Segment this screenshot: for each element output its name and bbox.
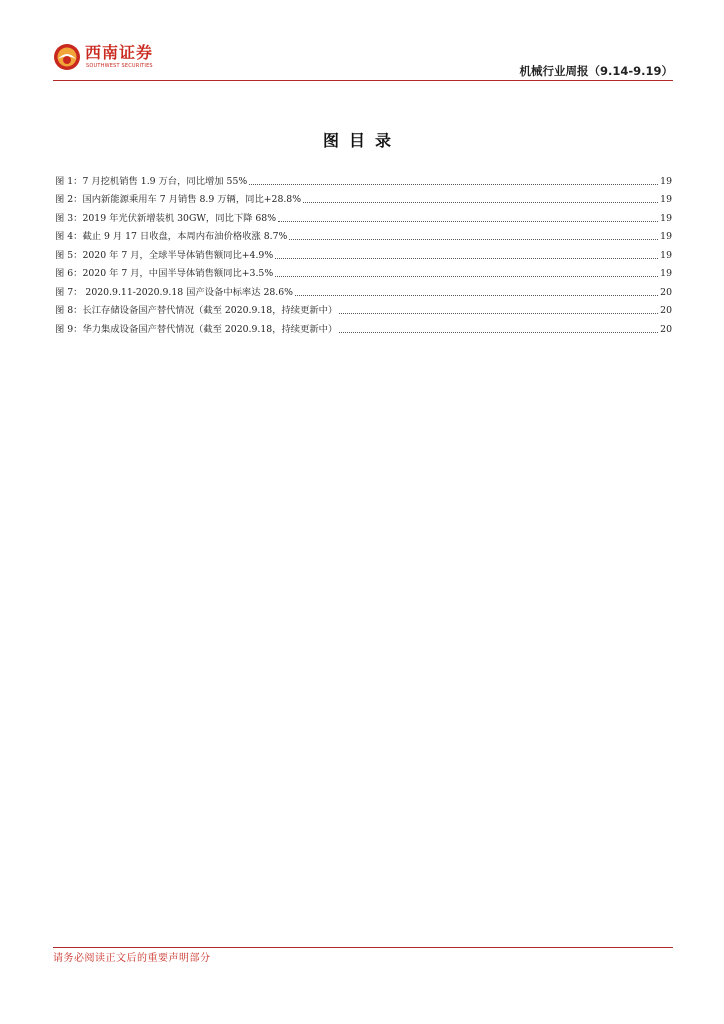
toc-entry-label: 图 4：截止 9 月 17 日收盘，本周内布油价格收涨 8.7%: [55, 231, 288, 242]
logo-english-name: SOUTHWEST SECURITIES: [86, 63, 153, 69]
report-title: 机械行业周报（9.14-9.19）: [519, 64, 673, 78]
logo-emblem-icon: [53, 43, 81, 71]
toc-entry-page: 19: [660, 249, 672, 261]
toc-entry[interactable]: [55, 316, 672, 335]
toc-entry-page: 19: [660, 175, 672, 187]
toc-leader-dots: [289, 239, 658, 240]
footer-disclaimer: 请务必阅读正文后的重要声明部分: [53, 953, 211, 964]
toc-entry[interactable]: [55, 205, 672, 224]
toc-leader-dots: [275, 258, 658, 259]
toc-entry[interactable]: [55, 168, 672, 187]
toc-entry-page: 20: [660, 286, 672, 298]
toc-entry-page: 19: [660, 231, 672, 242]
toc-entry[interactable]: [55, 261, 672, 280]
toc-entry-label: 图 8：长江存储设备国产替代情况（截至 2020.9.18，持续更新中）: [55, 305, 338, 316]
page-header: [53, 40, 673, 82]
toc-leader-dots: [295, 295, 658, 296]
toc-entry-label: 图 5：2020 年 7 月，全球半导体销售额同比+4.9%: [55, 249, 274, 261]
toc-entry[interactable]: [55, 224, 672, 243]
toc-leader-dots: [275, 276, 658, 277]
toc-entry[interactable]: [55, 242, 672, 261]
company-logo: [53, 40, 193, 76]
toc-entry-label: 图 9：华力集成设备国产替代情况（截至 2020.9.18，持续更新中）: [55, 323, 338, 335]
header-divider: [53, 80, 673, 81]
toc-heading: 图目录: [322, 131, 401, 150]
footer-divider: [53, 947, 673, 948]
toc-entry-page: 19: [660, 268, 672, 279]
toc-entry-label: 图 7： 2020.9.11-2020.9.18 国产设备中标率达 28.6%: [55, 286, 294, 298]
figure-table-of-contents: [55, 168, 672, 335]
toc-entry-page: 19: [660, 212, 672, 224]
toc-leader-dots: [339, 313, 658, 314]
toc-entry-page: 20: [660, 305, 672, 316]
toc-entry-label: 图 3：2019 年光伏新增装机 30GW，同比下降 68%: [55, 212, 277, 224]
toc-leader-dots: [278, 221, 658, 222]
toc-entry[interactable]: [55, 187, 672, 206]
toc-leader-dots: [339, 332, 658, 333]
toc-entry-page: 20: [660, 323, 672, 335]
toc-entry-page: 19: [660, 194, 672, 205]
toc-entry-label: 图 2：国内新能源乘用车 7 月销售 8.9 万辆，同比+28.8%: [55, 194, 302, 205]
logo-chinese-name: 西南证券: [85, 43, 154, 62]
toc-entry-label: 图 1：7 月挖机销售 1.9 万台，同比增加 55%: [55, 175, 248, 187]
toc-entry[interactable]: [55, 279, 672, 298]
toc-leader-dots: [303, 202, 658, 203]
toc-entry[interactable]: [55, 298, 672, 317]
toc-entry-label: 图 6：2020 年 7 月，中国半导体销售额同比+3.5%: [55, 268, 274, 279]
toc-leader-dots: [249, 184, 658, 185]
